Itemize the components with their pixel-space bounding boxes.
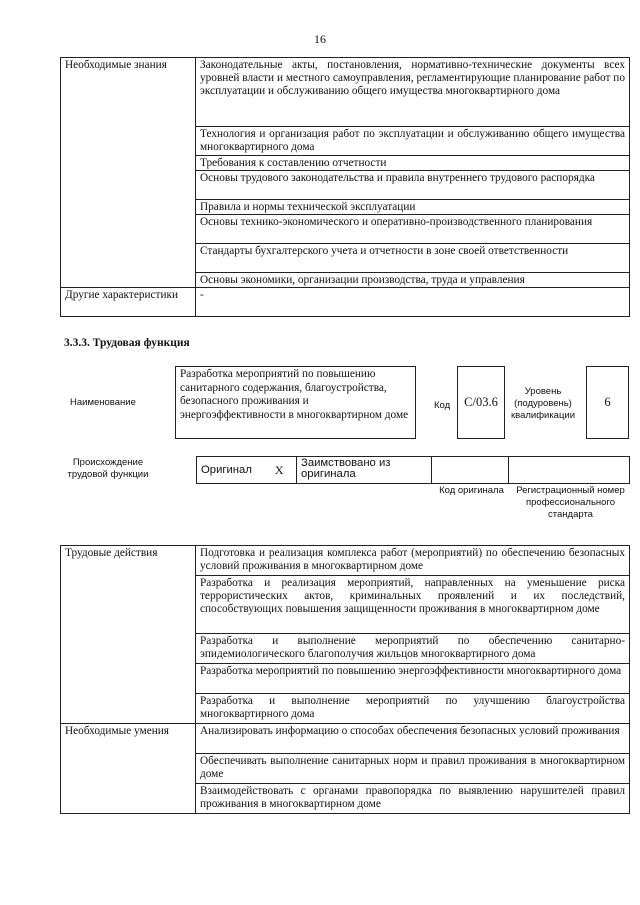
knowledge-item: Технология и организация работ по эксплуатации и обслуживанию общего имущества многоквартирного дома: [196, 127, 630, 156]
skill-item: Взаимодействовать с органами правопорядка по выявлению нарушителей правил проживания в многоквартирном доме: [196, 784, 630, 814]
table-row: [61, 724, 630, 754]
table-row: [61, 288, 630, 317]
knowledge-item: Законодательные акты, постановления, нормативно-технические документы всех уровней власти и местного самоуправления, регламентирующие планирование работ по эксплуатации и обслуживанию общего имущества многоквартирного дома: [196, 58, 630, 127]
knowledge-item: Основы трудового законодательства и правила внутреннего трудового распорядка: [196, 171, 630, 200]
action-item: Подготовка и реализация комплекса работ (мероприятий) по обеспечению безопасных условий проживания в многоквартирном доме: [196, 546, 630, 576]
original-code-cell: [432, 457, 509, 484]
knowledge-item: Стандарты бухгалтерского учета и отчетности в зоне своей ответственности: [196, 244, 630, 273]
knowledge-item: Правила и нормы технической эксплуатации: [196, 200, 630, 215]
knowledge-item: Требования к составлению отчетности: [196, 156, 630, 171]
table-row: [197, 457, 630, 484]
actions-table: [60, 545, 630, 814]
original-code-caption: Код оригинала: [439, 485, 504, 496]
borrowed-label: Заимствовано из оригинала: [297, 457, 432, 484]
knowledge-item: Основы технико-экономического и оперативно-производственного планирования: [196, 215, 630, 244]
row-label-other: Другие характеристики: [61, 288, 196, 317]
row-label-skills: Необходимые умения: [61, 724, 196, 814]
action-item: Разработка мероприятий по повышению энергоэффективности многоквартирного дома: [196, 664, 630, 694]
registration-number-caption: Регистрационный номер профессионального стандарта: [516, 485, 625, 520]
level-value-box: 6: [586, 366, 629, 439]
original-mark: X: [263, 457, 297, 484]
action-item: Разработка и выполнение мероприятий по улучшению благоустройства многоквартирного дома: [196, 694, 630, 724]
action-item: Разработка и выполнение мероприятий по обеспечению санитарно-эпидемиологического благополучия жильцов многоквартирного дома: [196, 634, 630, 664]
code-label: Код: [434, 400, 451, 411]
action-item: Разработка и реализация мероприятий, направленных на уменьшение риска террористических актов, криминальных проявлений и их последствий, способствующих повышения защищенности проживания в многоквартирном доме: [196, 576, 630, 634]
knowledge-item: Основы экономики, организации производства, труда и управления: [196, 273, 630, 288]
table-row: [61, 546, 630, 576]
registration-number-cell: [509, 457, 630, 484]
table-row: [61, 58, 630, 127]
knowledge-table: [60, 57, 630, 317]
name-label: Наименование: [70, 397, 136, 408]
level-label: Уровень (подуровень) квалификации: [510, 386, 576, 421]
row-label-actions: Трудовые действия: [61, 546, 196, 724]
origin-label: Происхождение трудовой функции: [67, 457, 149, 480]
skill-item: Анализировать информацию о способах обеспечения безопасных условий проживания: [196, 724, 630, 754]
function-name-box: Разработка мероприятий по повышению санитарного содержания, благоустройства, безопасного проживания и энергоэффективности в многоквартирном доме: [175, 366, 416, 439]
other-item: -: [196, 288, 630, 317]
origin-table: [196, 456, 630, 484]
skill-item: Обеспечивать выполнение санитарных норм и правил проживания в многоквартирном доме: [196, 754, 630, 784]
original-label: Оригинал: [197, 457, 263, 484]
row-label-knowledge: Необходимые знания: [61, 58, 196, 288]
function-code-box: C/03.6: [457, 366, 505, 439]
section-title: 3.3.3. Трудовая функция: [64, 337, 190, 349]
page-number: 16: [314, 32, 326, 46]
